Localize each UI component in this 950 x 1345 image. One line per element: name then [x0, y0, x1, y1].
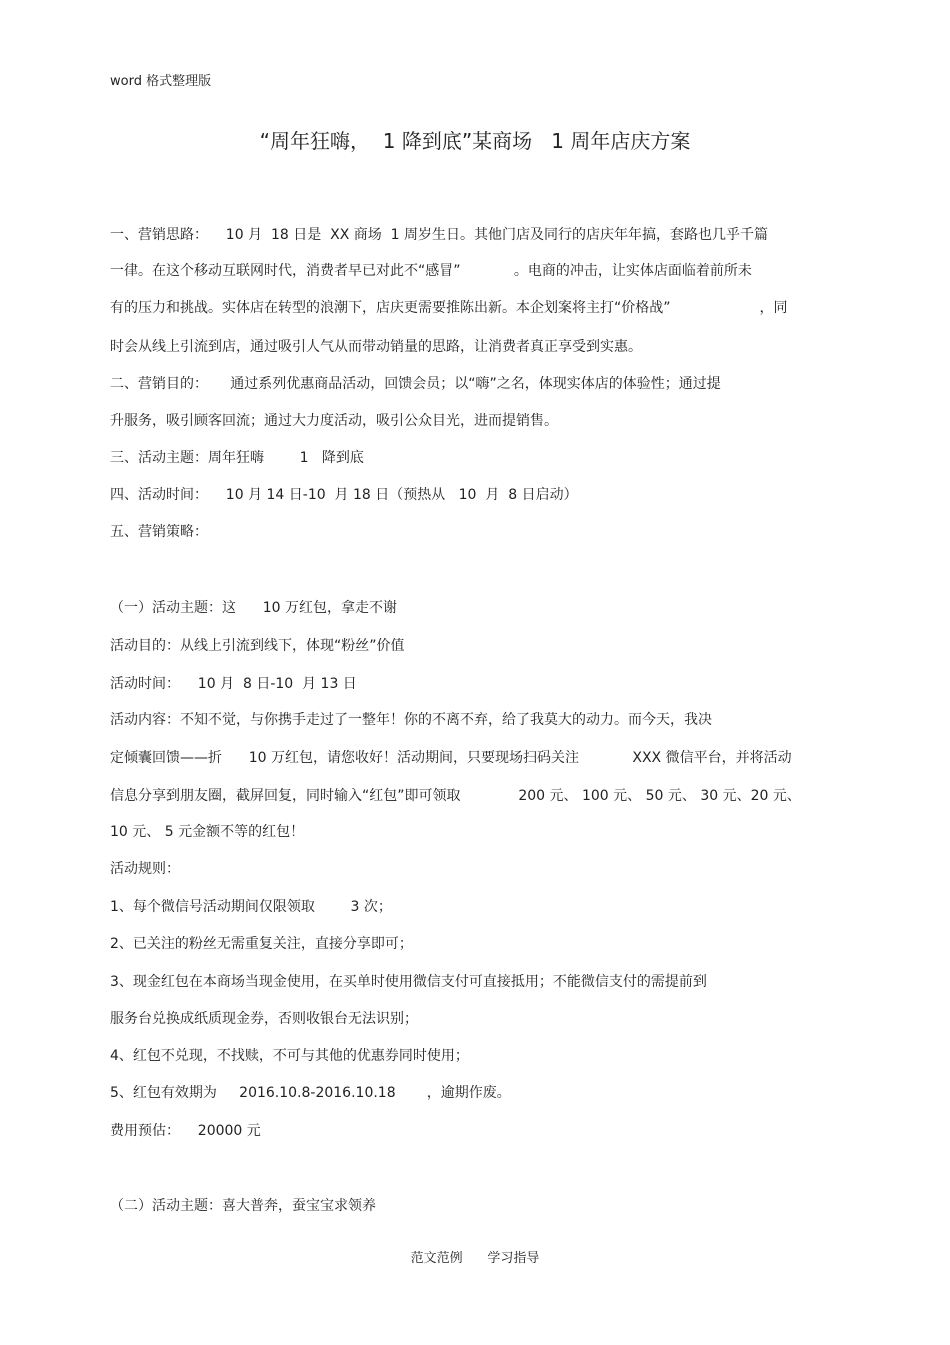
paragraph-line: 二、营销目的： 通过系列优惠商品活动，回馈会员；以“嗨”之名，体现实体店的体验性；通过提 [110, 376, 721, 392]
section-heading: 四、活动时间： 10 月 14 日-10 月 18 日（预热从 10 月 8 日启动） [110, 487, 578, 503]
paragraph-line: 活动内容：不知不觉，与你携手走过了一整年！你的不离不弃，给了我莫大的动力。而今天，我决 [110, 712, 712, 728]
section-heading: 五、营销策略： [110, 524, 208, 540]
paragraph-line: 信息分享到朋友圈，截屏回复，同时输入“红包”即可领取 200 元、 100 元、 50 元、 30 元、20 元、 [110, 788, 801, 804]
header-tag: word 格式整理版 [110, 74, 212, 89]
paragraph-line: 一律。在这个移动互联网时代，消费者早已对此不“感冒” 。电商的冲击，让实体店面临着前所未 [110, 263, 752, 279]
document-title: “周年狂嗨， 1 降到底”某商场 1 周年店庆方案 [259, 129, 691, 153]
subsection-heading: （一）活动主题：这 10 万红包，拿走不谢 [110, 600, 397, 616]
paragraph-line: 活动目的：从线上引流到线下，体现“粉丝”价值 [110, 638, 405, 654]
paragraph-line: 10 元、 5 元金额不等的红包！ [110, 824, 305, 840]
page-footer: 范文范例 学习指导 [410, 1251, 540, 1266]
paragraph-line: 活动时间： 10 月 8 日-10 月 13 日 [110, 676, 357, 692]
paragraph-line: 时会从线上引流到店，通过吸引人气从而带动销量的思路，让消费者真正享受到实惠。 [110, 339, 642, 355]
rule-item: 4、红包不兑现，不找赎，不可与其他的优惠券同时使用； [110, 1048, 469, 1064]
rule-item: 5、红包有效期为 2016.10.8-2016.10.18 ，逾期作废。 [110, 1085, 511, 1101]
section-heading: 三、活动主题：周年狂嗨 1 降到底 [110, 450, 364, 466]
paragraph-line: 有的压力和挑战。实体店在转型的浪潮下，店庆更需要推陈出新。本企划案将主打“价格战” ，同 [110, 300, 788, 316]
rule-item: 2、已关注的粉丝无需重复关注，直接分享即可； [110, 936, 413, 952]
rule-item: 1、每个微信号活动期间仅限领取 3 次； [110, 899, 392, 915]
paragraph-line: 活动规则： [110, 861, 180, 877]
paragraph-line: 一、营销思路： 10 月 18 日是 XX 商场 1 周岁生日。其他门店及同行的店庆年年搞，套路也几乎千篇 [110, 227, 769, 243]
paragraph-line: 费用预估： 20000 元 [110, 1123, 261, 1139]
rule-item: 服务台兑换成纸质现金券，否则收银台无法识别； [110, 1011, 418, 1027]
subsection-heading: （二）活动主题：喜大普奔，蚕宝宝求领养 [110, 1198, 376, 1214]
paragraph-line: 定倾囊回馈——折 10 万红包，请您收好！活动期间，只要现场扫码关注 XXX 微信平台，并将活动 [110, 750, 792, 766]
rule-item: 3、现金红包在本商场当现金使用，在买单时使用微信支付可直接抵用；不能微信支付的需提前到 [110, 974, 707, 990]
paragraph-line: 升服务，吸引顾客回流；通过大力度活动，吸引公众目光，进而提销售。 [110, 413, 558, 429]
